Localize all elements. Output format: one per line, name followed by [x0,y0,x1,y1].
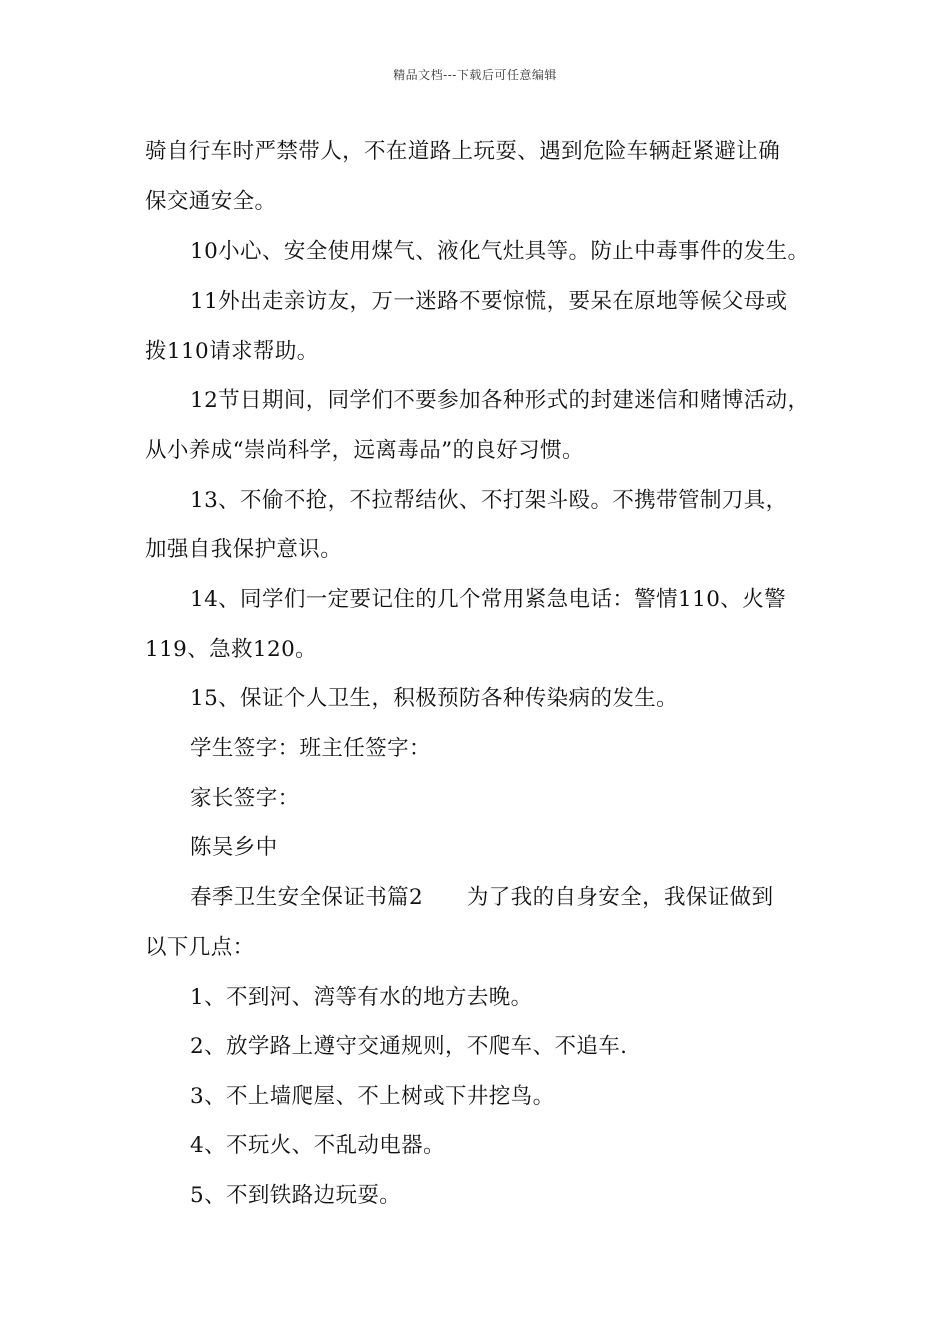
body-line: 15、保证个人卫生，积极预防各种传染病的发生。 [190,686,679,711]
signature-line-parent: 家长签字： [190,786,300,811]
body-line: 13、不偷不抢，不拉帮结伙、不打架斗殴。不携带管制刀具， [190,488,788,513]
section-heading: 春季卫生安全保证书篇2 为了我的自身安全，我保证做到 [190,885,774,910]
body-line: 从小养成“崇尚科学，远离毒品”的良好习惯。 [145,438,584,463]
list-item: 1、不到河、湾等有水的地方去晚。 [190,985,533,1010]
list-item: 4、不玩火、不乱动电器。 [190,1133,445,1158]
body-line: 10小心、安全使用煤气、液化气灶具等。防止中毒事件的发生。 [190,239,810,264]
signature-line-student: 学生签字：班主任签字： [190,736,431,761]
body-line: 拨110请求帮助。 [145,339,319,364]
list-item: 5、不到铁路边玩耍。 [190,1183,402,1208]
school-name: 陈吴乡中 [190,835,278,860]
list-item: 3、不上墙爬屋、不上树或下井挖鸟。 [190,1084,555,1109]
body-line: 骑自行车时严禁带人，不在道路上玩耍、遇到危险车辆赶紧避让确 [145,139,781,164]
body-line: 119、急救120。 [145,637,318,662]
page-header: 精品文档---下载后可任意编辑 [393,68,557,82]
body-line: 加强自我保护意识。 [145,537,343,562]
list-item: 2、放学路上遵守交通规则，不爬车、不追车. [190,1034,628,1059]
body-line: 12节日期间，同学们不要参加各种形式的封建迷信和赌博活动， [190,388,810,413]
body-line: 11外出走亲访友，万一迷路不要惊慌，要呆在原地等候父母或 [190,289,788,314]
body-line: 以下几点： [145,935,255,960]
body-line: 保交通安全。 [145,189,277,214]
body-line: 14、同学们一定要记住的几个常用紧急电话：警情110、火警 [190,587,786,612]
